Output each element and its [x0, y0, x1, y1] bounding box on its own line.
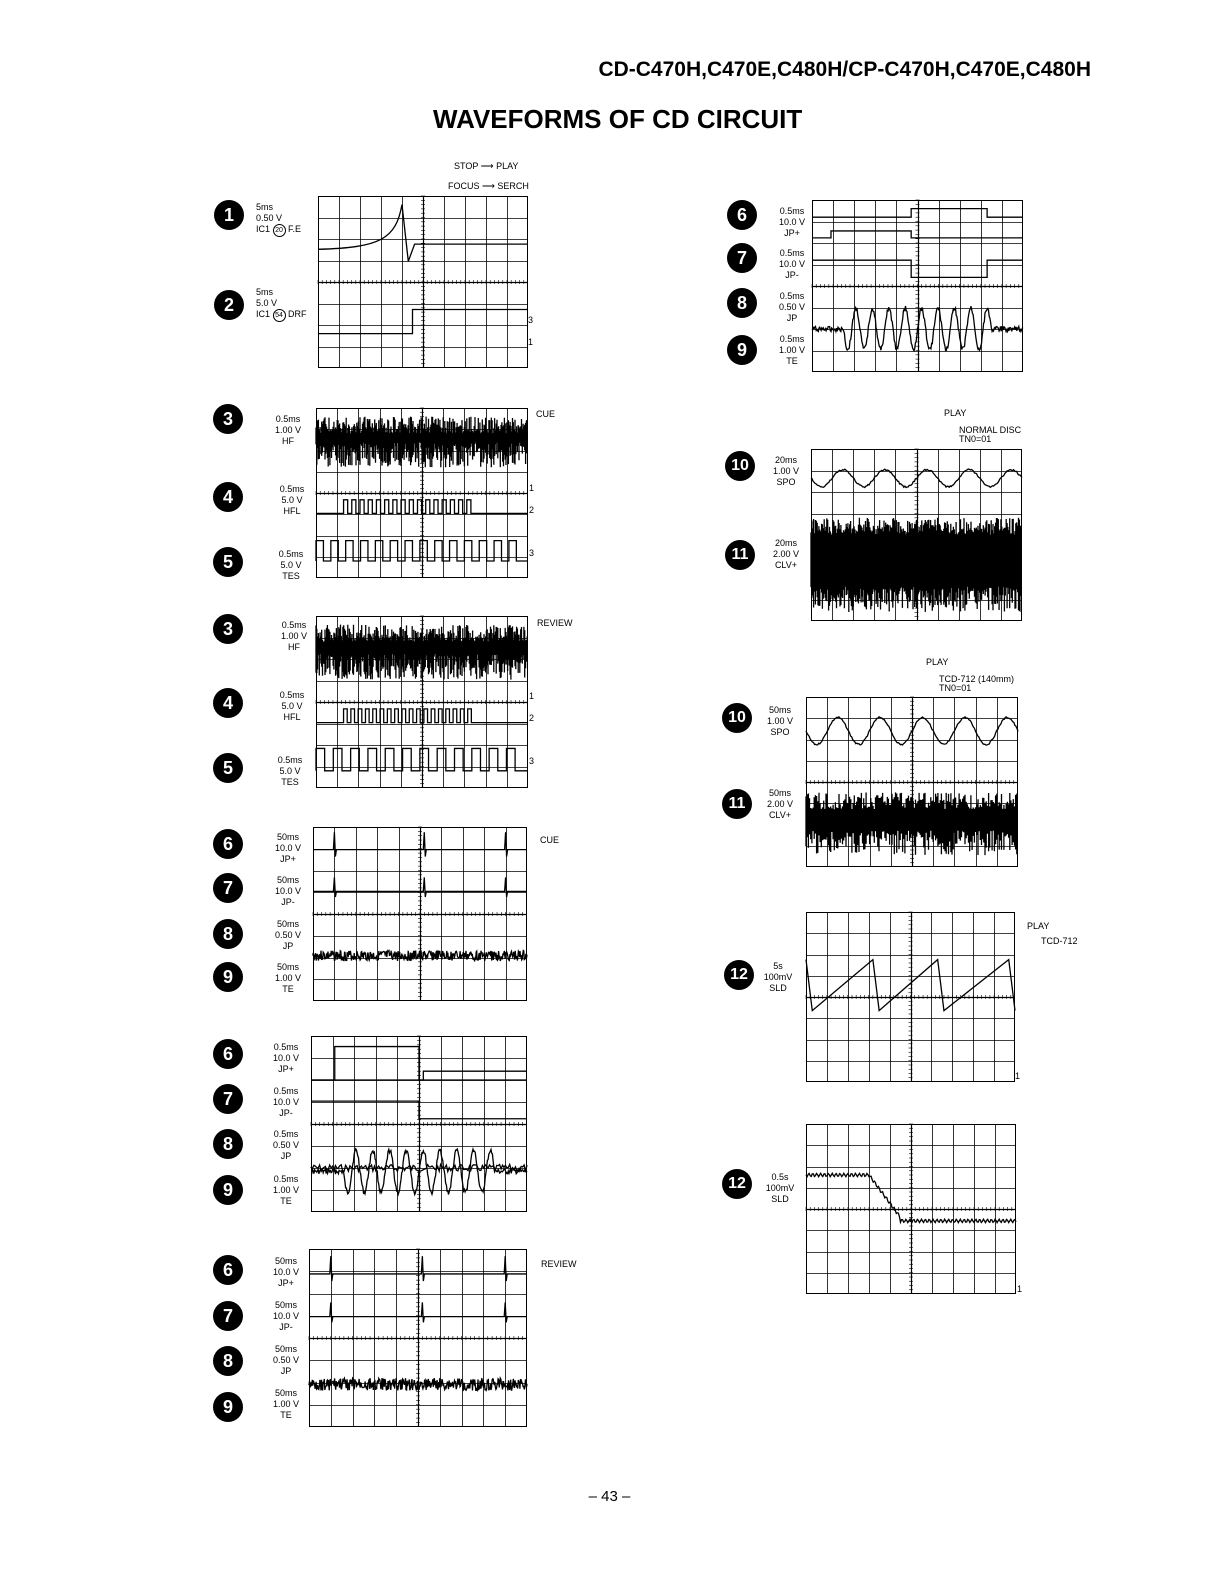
note-review: REVIEW [537, 618, 573, 628]
scope-screen [811, 449, 1022, 621]
scope-focus [318, 196, 528, 368]
channel-label [764, 705, 796, 738]
channel-volt: 2.00 V [766, 799, 794, 809]
waveform-trace [812, 306, 1023, 351]
note-tn0: TN0=01 [959, 434, 992, 444]
channel-volt: 5.0 V [281, 701, 303, 711]
trace-marker: 3 [529, 756, 535, 766]
channel-badge: 4 [213, 482, 243, 512]
waveform-trace [316, 625, 527, 680]
page-title: WAVEFORMS OF CD CIRCUIT [433, 104, 803, 134]
channel-time: 0.5ms [279, 690, 305, 700]
channel-label [270, 1256, 302, 1289]
channel-sig: HF [288, 642, 300, 652]
note-cue: CUE [536, 409, 556, 419]
channel-badge: 6 [213, 1255, 243, 1285]
channel-badge: 8 [213, 1346, 243, 1376]
channel-badge: 3 [213, 614, 243, 644]
channel-volt: 10.0 V [778, 259, 806, 269]
channel-time: 0.5s [771, 1172, 789, 1182]
scope-screen [318, 196, 528, 368]
scope-cue-jp [313, 827, 527, 1001]
graticule [806, 1124, 1016, 1294]
channel-time: 50ms [276, 919, 299, 929]
channel-sig: HFL [283, 712, 301, 722]
waveform-trace [811, 518, 1021, 612]
channel-badge: 6 [727, 200, 757, 230]
channel-label [272, 414, 304, 447]
channel-label [274, 755, 306, 788]
channel-time: 50ms [276, 875, 299, 885]
scope-screen [311, 1036, 527, 1212]
scope-review-jp [309, 1249, 527, 1427]
channel-badge: 7 [213, 873, 243, 903]
channel-sig: TE [282, 984, 294, 994]
scope-jp-rev [812, 200, 1023, 372]
channel-sig: TES [281, 777, 299, 787]
channel-label [270, 1129, 302, 1162]
channel-label [764, 1172, 796, 1205]
channel-volt: 5.0 V [281, 495, 303, 505]
channel-badge: 1 [214, 200, 244, 230]
scope-screen [309, 1249, 527, 1427]
channel-badge: 7 [727, 243, 757, 273]
channel-volt: 10.0 V [272, 1267, 300, 1277]
channel-sig: SPO [776, 477, 796, 487]
trace-marker: 1 [1015, 1071, 1021, 1081]
channel-volt: 2.00 V [772, 549, 800, 559]
channel-badge: 5 [213, 547, 243, 577]
note-tcd-140: TCD-712 (140mm) [939, 674, 1015, 684]
channel-badge: 9 [213, 962, 243, 992]
page-number: – 43 – [588, 1488, 631, 1505]
channel-sig: JP+ [278, 1064, 294, 1074]
channel-sig: JP+ [278, 1278, 294, 1288]
channel-volt: 0.50 V [272, 1355, 300, 1365]
channel-volt: 10.0 V [272, 1097, 300, 1107]
channel-volt: 10.0 V [274, 843, 302, 853]
channel-time: 20ms [774, 538, 797, 548]
note-tcd712: TCD-712 [1041, 936, 1078, 946]
channel-label [276, 690, 308, 723]
channel-time: 0.5ms [281, 620, 307, 630]
note-play: PLAY [926, 657, 949, 667]
channel-label [776, 206, 808, 239]
waveform-trace [311, 1101, 527, 1119]
channel-badge: 11 [725, 540, 755, 570]
channel-badge: 9 [213, 1392, 243, 1422]
note-normal-disc: NORMAL DISC [959, 425, 1022, 435]
channel-sig: SLD [771, 1194, 789, 1204]
channel-time: 50ms [274, 1256, 297, 1266]
channel-sig: SLD [769, 983, 787, 993]
channel-volt: 100mV [765, 1183, 795, 1193]
channel-label [272, 832, 304, 865]
channel-label: 5ms 5.0 V IC1 54 DRF [256, 287, 307, 322]
waveform-trace [316, 500, 528, 514]
trace-marker: 2 [529, 713, 535, 723]
channel-label [770, 538, 802, 571]
note-stop-play: STOP ⟶ PLAY [454, 161, 519, 171]
channel-label [776, 248, 808, 281]
channel-badge: 7 [213, 1301, 243, 1331]
trace-marker: 3 [529, 548, 535, 558]
graticule [806, 912, 1015, 1082]
channel-sig: TE [280, 1410, 292, 1420]
channel-time: 5s [773, 961, 783, 971]
channel-badge: 5 [213, 753, 243, 783]
scope-review-hf [316, 616, 528, 788]
channel-badge: 8 [727, 288, 757, 318]
channel-volt: 1.00 V [766, 716, 794, 726]
channel-sig: HFL [283, 506, 301, 516]
scope-screen [806, 697, 1018, 867]
channel-badge: 2 [214, 290, 244, 320]
scope-sld-05s [806, 1124, 1016, 1294]
channel-sig: TE [786, 356, 798, 366]
channel-label [764, 788, 796, 821]
scope-screen [316, 408, 528, 578]
channel-sig: HF [282, 436, 294, 446]
channel-time: 50ms [768, 788, 791, 798]
channel-time: 50ms [768, 705, 791, 715]
channel-volt: 1.00 V [778, 345, 806, 355]
channel-badge: 8 [213, 1129, 243, 1159]
channel-time: 0.5ms [779, 334, 805, 344]
channel-time: 0.5ms [273, 1174, 299, 1184]
scope-sld-5s [806, 912, 1015, 1082]
scope-screen [806, 1124, 1016, 1294]
channel-label [776, 291, 808, 324]
trace-marker: 1 [1017, 1284, 1023, 1294]
channel-volt: 10.0 V [274, 886, 302, 896]
trace-marker: 1 [529, 483, 535, 493]
scope-cue-hf [316, 408, 528, 578]
scope-screen [812, 200, 1023, 372]
channel-time: 50ms [276, 962, 299, 972]
channel-badge: 10 [725, 451, 755, 481]
channel-label [762, 961, 794, 994]
channel-label [270, 1344, 302, 1377]
channel-time: 50ms [274, 1300, 297, 1310]
channel-label [770, 455, 802, 488]
channel-badge: 4 [213, 688, 243, 718]
note-cue: CUE [540, 835, 560, 845]
channel-label [270, 1174, 302, 1207]
channel-label [270, 1388, 302, 1421]
graticule [812, 200, 1023, 372]
channel-volt: 1.00 V [772, 466, 800, 476]
note-play: PLAY [1027, 921, 1050, 931]
scope-screen [313, 827, 527, 1001]
channel-volt: 1.00 V [280, 631, 308, 641]
channel-badge: 7 [213, 1084, 243, 1114]
channel-sig: JP- [281, 897, 295, 907]
channel-sig: CLV+ [768, 810, 792, 820]
channel-label [272, 919, 304, 952]
channel-badge: 12 [722, 1169, 752, 1199]
scope-jp-fwd [311, 1036, 527, 1212]
channel-volt: 5.0 V [280, 560, 302, 570]
waveform-trace [311, 1047, 527, 1080]
channel-label [270, 1042, 302, 1075]
scope-tcd-spo [806, 697, 1018, 867]
waveform-trace [316, 417, 527, 468]
channel-sig: JP- [279, 1322, 293, 1332]
note-play: PLAY [944, 408, 967, 418]
channel-time: 0.5ms [273, 1042, 299, 1052]
channel-sig: JP+ [784, 228, 800, 238]
channel-sig: JP+ [280, 854, 296, 864]
channel-sig: CLV+ [774, 560, 798, 570]
channel-volt: 1.00 V [272, 1185, 300, 1195]
channel-volt: 100mV [763, 972, 793, 982]
channel-volt: 1.00 V [272, 1399, 300, 1409]
channel-volt: 0.50 V [778, 302, 806, 312]
channel-time: 50ms [276, 832, 299, 842]
scope-screen [316, 616, 528, 788]
channel-time: 0.5ms [277, 755, 303, 765]
channel-time: 0.5ms [273, 1086, 299, 1096]
channel-badge: 11 [722, 789, 752, 819]
channel-time: 50ms [274, 1344, 297, 1354]
channel-volt: 1.00 V [274, 425, 302, 435]
scope-screen [806, 912, 1015, 1082]
channel-label: 5ms 0.50 V IC1 20 F.E [256, 202, 301, 237]
channel-time: 0.5ms [779, 248, 805, 258]
channel-volt: 10.0 V [272, 1311, 300, 1321]
channel-sig: JP [282, 941, 294, 951]
channel-volt: 5.0 V [279, 766, 301, 776]
channel-sig: JP- [279, 1108, 293, 1118]
channel-label [270, 1300, 302, 1333]
channel-label [272, 962, 304, 995]
channel-volt: 0.50 V [274, 930, 302, 940]
trace-marker: 1 [529, 691, 535, 701]
channel-sig: JP- [785, 270, 799, 280]
note-review: REVIEW [541, 1259, 577, 1269]
channel-badge: 8 [213, 919, 243, 949]
model-header: CD-C470H,C470E,C480H/CP-C470H,C470E,C480H [598, 58, 1091, 81]
channel-label [776, 334, 808, 367]
graticule [309, 1249, 527, 1427]
channel-time: 0.5ms [779, 291, 805, 301]
note-focus-serch: FOCUS ⟶ SERCH [448, 181, 529, 191]
channel-time: 0.5ms [275, 414, 301, 424]
channel-label [278, 620, 310, 653]
channel-time: 0.5ms [273, 1129, 299, 1139]
channel-label [270, 1086, 302, 1119]
channel-sig: TES [282, 571, 300, 581]
graticule [318, 196, 528, 368]
channel-badge: 12 [724, 960, 754, 990]
channel-badge: 3 [213, 404, 243, 434]
scope-normal-spo [811, 449, 1022, 621]
graticule [313, 827, 527, 1001]
note-tn0: TN0=01 [939, 683, 972, 693]
trace-marker: 2 [529, 505, 535, 515]
channel-volt: 10.0 V [778, 217, 806, 227]
channel-volt: 0.50 V [272, 1140, 300, 1150]
channel-badge: 6 [213, 829, 243, 859]
channel-badge: 9 [727, 335, 757, 365]
channel-badge: 6 [213, 1039, 243, 1069]
channel-badge: 9 [213, 1175, 243, 1205]
channel-label [272, 875, 304, 908]
channel-badge: 10 [722, 703, 752, 733]
channel-label [276, 484, 308, 517]
channel-sig: TE [280, 1196, 292, 1206]
channel-sig: JP [786, 313, 798, 323]
channel-time: 50ms [274, 1388, 297, 1398]
trace-marker: 1 [528, 337, 534, 347]
channel-volt: 10.0 V [272, 1053, 300, 1063]
channel-time: 0.5ms [278, 549, 304, 559]
channel-label [275, 549, 307, 582]
channel-sig: JP [280, 1151, 292, 1161]
channel-volt: 1.00 V [274, 973, 302, 983]
trace-marker: 3 [528, 315, 534, 325]
channel-time: 0.5ms [779, 206, 805, 216]
channel-sig: SPO [770, 727, 790, 737]
channel-time: 20ms [774, 455, 797, 465]
channel-sig: JP [280, 1366, 292, 1376]
channel-time: 0.5ms [279, 484, 305, 494]
